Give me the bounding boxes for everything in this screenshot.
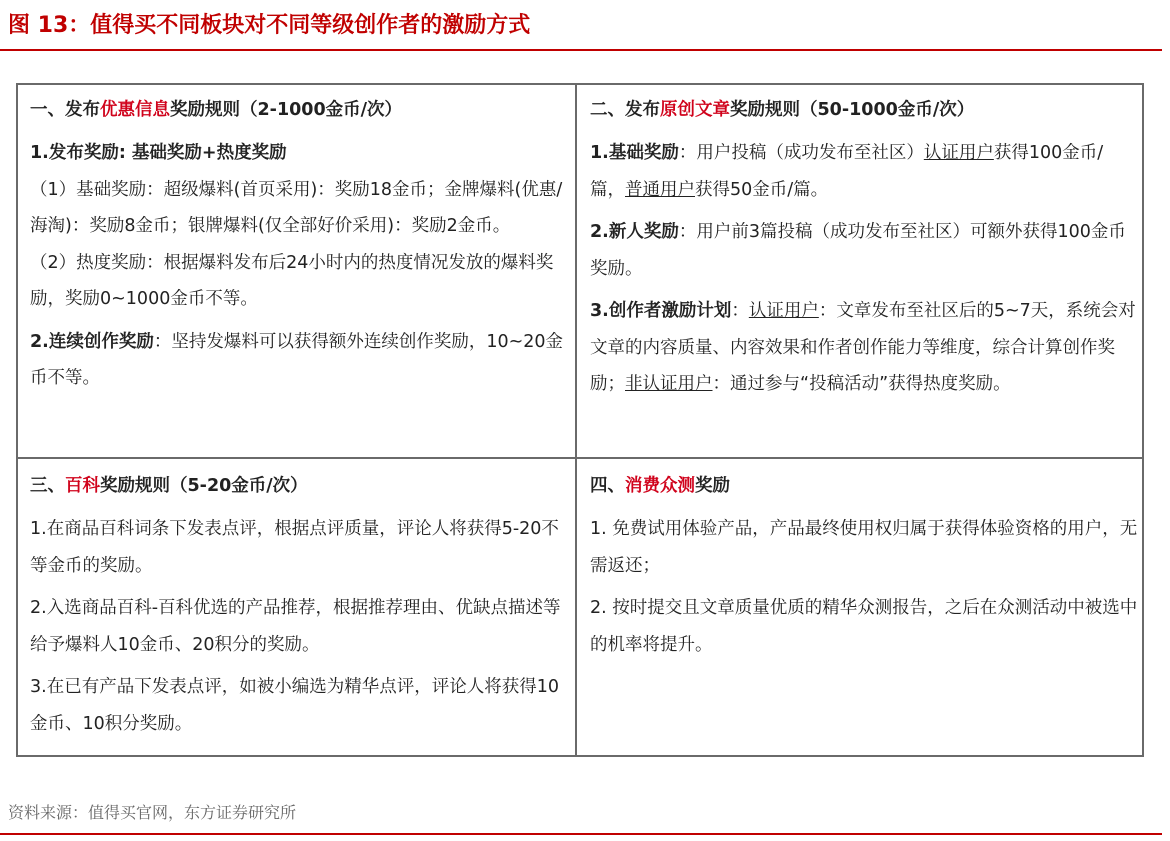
table-vertical-divider <box>575 83 577 757</box>
paragraph: （2）热度奖励：根据爆料发布后24小时内的热度情况发放的爆料奖励，奖励0~1000金币不等。 <box>30 252 554 309</box>
underlined-term: 认证用户 <box>748 301 819 321</box>
cell-heading <box>590 91 1138 129</box>
paragraph: 1.在商品百科词条下发表点评，根据点评质量，评论人将获得5-20不等金币的奖励。 <box>30 519 559 576</box>
paragraph: 2. 按时提交且文章质量优质的精华众测报告，之后在众测活动中被选中的机率将提升。 <box>590 598 1138 655</box>
text: 获得100金币/篇， <box>590 143 1104 200</box>
label: 1.基础奖励 <box>590 143 679 163</box>
paragraph <box>590 214 1138 287</box>
label: 2.新人奖励 <box>590 222 679 242</box>
text: ：用户前3篇投稿（成功发布至社区）可额外获得100金币奖励。 <box>590 222 1126 279</box>
heading-suffix: 奖励规则（50-1000金币/次） <box>730 100 975 120</box>
cell-original-article-rules <box>590 91 1138 403</box>
heading-highlight: 百科 <box>65 476 100 496</box>
heading-suffix: 奖励规则（2-1000金币/次） <box>170 100 403 120</box>
figure-title: 图 13：值得买不同板块对不同等级创作者的激励方式 <box>8 13 531 38</box>
text: ：通过参与“投稿活动”获得热度奖励。 <box>712 374 1011 394</box>
table-horizontal-divider <box>16 457 1144 459</box>
cell-heading <box>30 91 570 129</box>
label: 2.连续创作奖励 <box>30 331 154 352</box>
text: ：坚持发爆料可以获得额外连续创作奖励，10~20金币不等。 <box>30 331 564 388</box>
heading-prefix: 二、发布 <box>590 100 660 120</box>
cell-encyclopedia-rules <box>30 467 570 742</box>
heading-prefix: 四、 <box>590 476 625 496</box>
heading-prefix: 三、 <box>30 476 65 496</box>
paragraph <box>590 293 1138 403</box>
heading-suffix: 奖励 <box>695 476 730 496</box>
heading-suffix: 奖励规则（5-20金币/次） <box>100 476 308 496</box>
underlined-term: 非认证用户 <box>625 374 713 394</box>
underlined-term: 认证用户 <box>923 143 994 163</box>
cell-heading <box>30 467 570 505</box>
paragraph: 1. 免费试用体验产品，产品最终使用权归属于获得体验资格的用户，无需返还； <box>590 519 1138 576</box>
label: 3.创作者激励计划 <box>590 301 732 321</box>
heading-highlight: 优惠信息 <box>100 100 170 120</box>
text: ：文章发布至社区后的5~7天，系统会对文章的内容质量、内容效果和作者创作能力等维度，综合计算创作奖励； <box>590 301 1136 394</box>
paragraph <box>590 135 1138 208</box>
cell-deal-info-rules <box>30 91 570 397</box>
text: 获得50金币/篇。 <box>695 179 829 200</box>
heading-prefix: 一、发布 <box>30 100 100 120</box>
paragraph: 2.入选商品百科-百科优选的产品推荐，根据推荐理由、优缺点描述等给予爆料人10金币、20积分的奖励。 <box>30 598 561 655</box>
cell-consumer-testing-rewards <box>590 467 1138 663</box>
paragraph: 3.在已有产品下发表点评，如被小编选为精华点评，评论人将获得10金币、10积分奖励。 <box>30 677 559 734</box>
subheading: 1.发布奖励: 基础奖励+热度奖励 <box>30 143 287 163</box>
paragraph <box>30 324 570 397</box>
cell-heading <box>590 467 1138 505</box>
source-note: 资料来源：值得买官网，东方证券研究所 <box>8 803 297 822</box>
paragraph: （1）基础奖励：超级爆料(首页采用)：奖励18金币；金牌爆料(优惠/海淘)：奖励8金币；银牌爆料(仅全部好价采用)：奖励2金币。 <box>30 179 563 236</box>
text: ：用户投稿（成功发布至社区） <box>678 143 924 163</box>
heading-highlight: 消费众测 <box>625 476 695 496</box>
title-divider <box>0 49 1162 51</box>
heading-highlight: 原创文章 <box>660 100 730 120</box>
bottom-divider <box>0 833 1162 835</box>
text: ： <box>731 301 749 321</box>
underlined-term: 普通用户 <box>625 179 695 200</box>
